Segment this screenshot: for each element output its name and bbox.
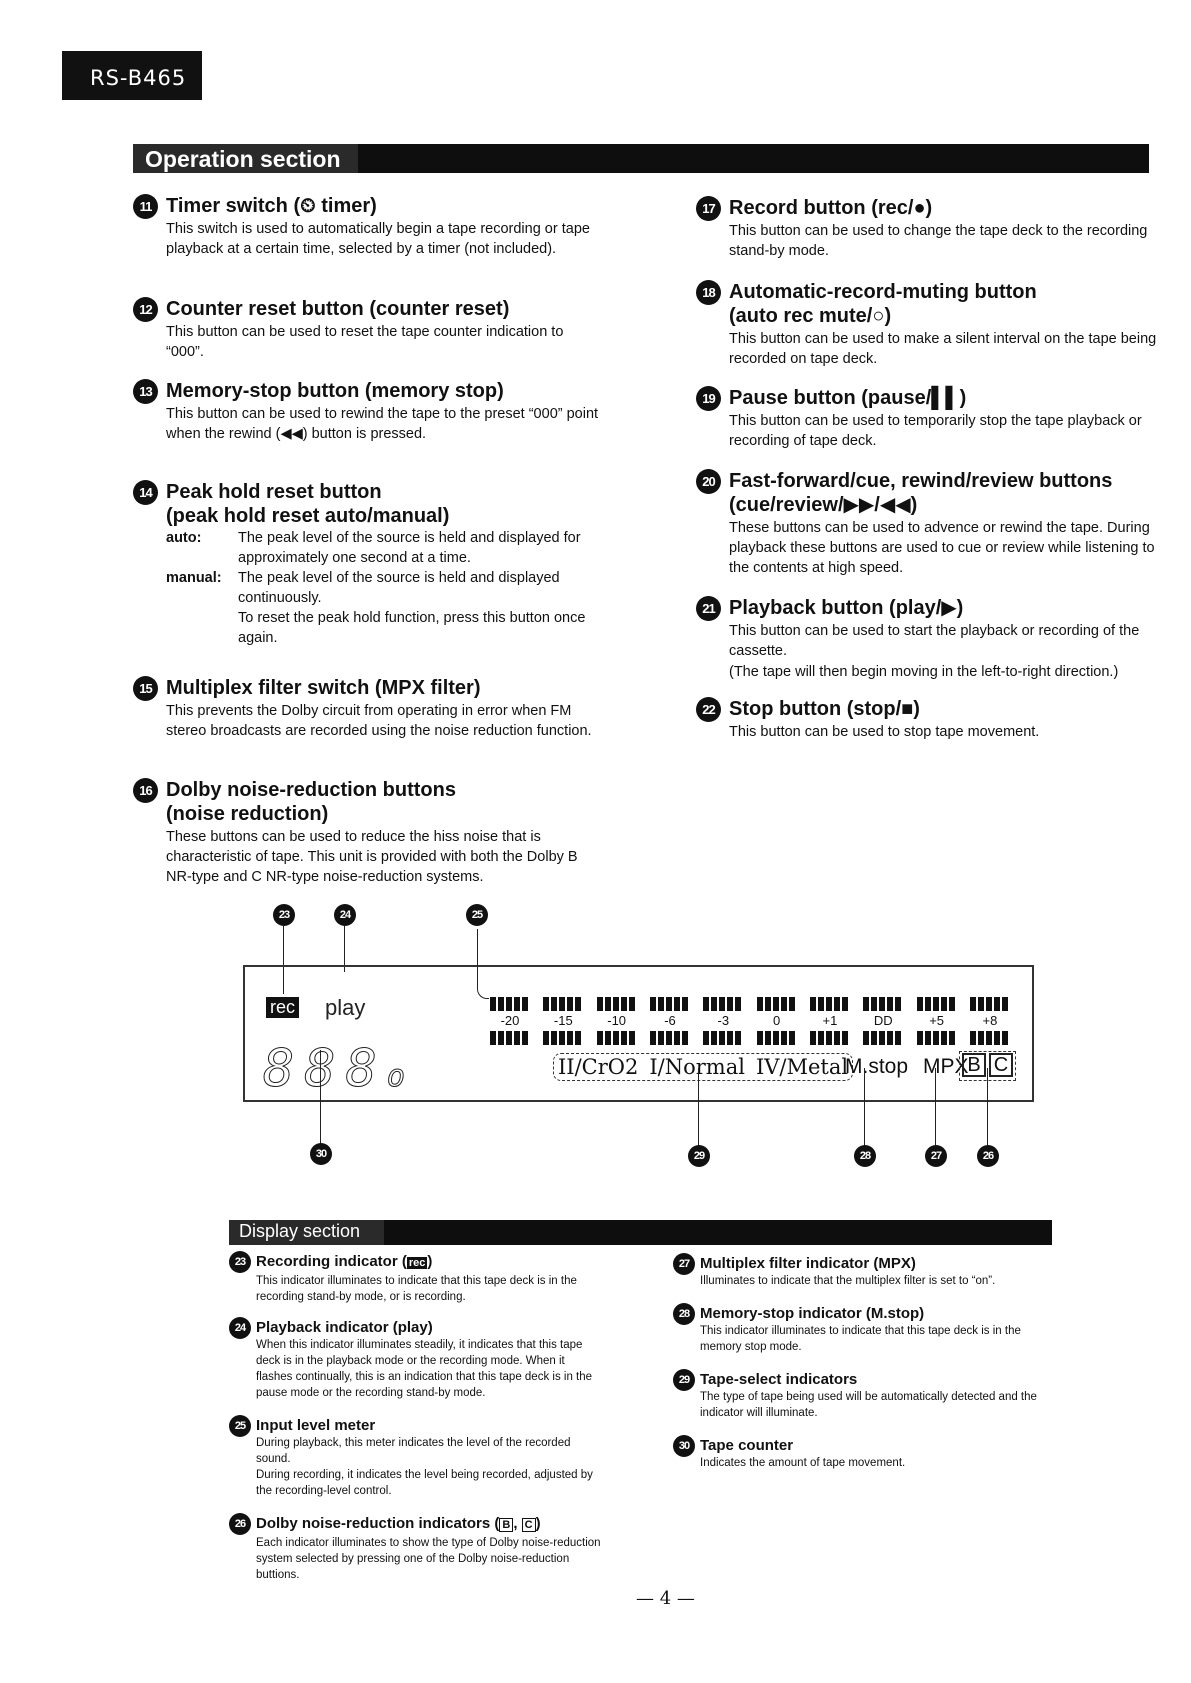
item-title-line2: (auto rec mute/○)	[729, 305, 892, 327]
item-title-line2: (noise reduction)	[166, 803, 329, 825]
callout-24: 24	[334, 904, 356, 926]
meter-segment	[703, 1031, 743, 1045]
item-title: Automatic-record-muting button	[729, 281, 1037, 303]
dolby-logo-tick: DD	[873, 1013, 893, 1028]
number-badge: 13	[133, 379, 158, 404]
meter-segment	[650, 997, 690, 1011]
item-14	[133, 480, 603, 648]
item-body: These buttons can be used to reduce the hiss noise that is characteristic of tape. This unit is provided with both the Dolby B NR-type and C NR-type noise-reduction systems.	[166, 829, 578, 885]
mode-definitions	[133, 528, 603, 648]
item-body: When this indicator illuminates steadily, it indicates that this tape deck is in the playback mode or the recording mode. When it flashes continually, this is an indication that this tape deck is in the pause mode or the recording stand-by mode.	[256, 1339, 593, 1399]
leader-line	[698, 1068, 699, 1154]
meter-bars-top	[490, 997, 1010, 1011]
item-22	[696, 697, 1166, 742]
item-title: Timer switch (⏲ timer)	[166, 195, 377, 217]
meter-tick: -20	[500, 1013, 520, 1028]
meter-tick: -6	[664, 1013, 676, 1028]
item-title: Multiplex filter switch (MPX filter)	[166, 677, 481, 699]
item-title: Tape counter	[700, 1437, 794, 1454]
number-badge: 27	[673, 1253, 695, 1275]
item-title: Peak hold reset button	[166, 481, 382, 503]
number-badge: 25	[229, 1415, 251, 1437]
callout-29: 29	[688, 1145, 710, 1167]
item-body: This indicator illuminates to indicate that this tape deck is in the recording stand-by mode, or is recording.	[256, 1275, 577, 1303]
rec-indicator-icon: rec	[408, 1257, 426, 1269]
item-title: Input level meter	[256, 1417, 376, 1434]
display-item-23	[229, 1252, 601, 1305]
display-item-29	[673, 1370, 1063, 1421]
item-body-2: During recording, it indicates the level being recorded, adjusted by the recording-level control.	[256, 1469, 593, 1497]
desc-manual-reset: To reset the peak hold function, press this button once again.	[238, 610, 586, 646]
meter-segment	[543, 1031, 583, 1045]
tape-type-normal: I/Normal	[649, 1055, 745, 1079]
display-item-26: 26 Dolby noise-reduction indicators ( B , C ) Each indicator illuminates to show the type of Dolby noise-reduction system selected by pressing one of the Dolby noise-reduction buttions.	[229, 1514, 601, 1583]
mstop-indicator: M.stop	[845, 1055, 909, 1078]
item-title: Record button (rec/●)	[729, 197, 933, 219]
item-body: This button can be used to change the tape deck to the recording stand-by mode.	[729, 223, 1148, 259]
item-body: This button can be used to start the playback or recording of the cassette.	[729, 623, 1140, 659]
meter-segment	[757, 997, 797, 1011]
meter-segment	[810, 1031, 850, 1045]
number-badge: 22	[696, 697, 721, 722]
counter-suffix: o	[386, 1059, 415, 1094]
meter-segment	[490, 997, 530, 1011]
item-body: This indicator illuminates to indicate that this tape deck is in the memory stop mode.	[700, 1325, 1021, 1353]
meter-tick: -10	[607, 1013, 627, 1028]
meter-segment	[863, 997, 903, 1011]
model-tag: RS-B465	[62, 51, 202, 100]
rec-indicator: rec	[266, 997, 299, 1018]
meter-segment	[490, 1031, 530, 1045]
display-item-27	[673, 1254, 1063, 1289]
item-title: Stop button (stop/■)	[729, 698, 920, 720]
number-badge: 28	[673, 1303, 695, 1325]
meter-segment	[917, 997, 957, 1011]
item-title: Playback indicator (play)	[256, 1319, 433, 1336]
meter-segment	[650, 1031, 690, 1045]
callout-23: 23	[273, 904, 295, 926]
item-title: Dolby noise-reduction indicators (	[256, 1515, 500, 1532]
callout-28: 28	[854, 1145, 876, 1167]
meter-segment	[543, 997, 583, 1011]
item-title: Counter reset button (counter reset)	[166, 298, 510, 320]
meter-tick: +5	[929, 1013, 945, 1028]
number-badge: 12	[133, 297, 158, 322]
number-badge: 24	[229, 1317, 251, 1339]
meter-bars-bottom	[490, 1031, 1010, 1045]
item-title: Fast-forward/cue, rewind/review buttons	[729, 470, 1113, 492]
tape-select-indicators	[553, 1053, 853, 1081]
number-badge: 23	[229, 1251, 251, 1273]
tape-type-crO2: II/CrO2	[558, 1055, 639, 1079]
number-badge: 26	[229, 1513, 251, 1535]
item-body-note: (The tape will then begin moving in the left-to-right direction.)	[729, 664, 1119, 680]
meter-segment	[970, 997, 1010, 1011]
item-body: Indicates the amount of tape movement.	[700, 1457, 906, 1469]
input-level-meter	[490, 997, 1010, 1045]
leader-line	[987, 1068, 988, 1154]
desc-auto: The peak level of the source is held and displayed for approximately one second at a time.	[238, 530, 581, 566]
item-title-line2: (peak hold reset auto/manual)	[166, 505, 450, 527]
callout-26: 26	[977, 1145, 999, 1167]
play-indicator: play	[325, 995, 366, 1020]
meter-bracket	[477, 929, 489, 999]
item-title: Tape-select indicators	[700, 1371, 858, 1388]
meter-tick: +1	[822, 1013, 838, 1028]
page-number: — 4 —	[636, 1588, 695, 1609]
meter-segment	[703, 997, 743, 1011]
meter-segment	[810, 997, 850, 1011]
callout-25: 25	[466, 904, 488, 926]
number-badge: 14	[133, 480, 158, 505]
leader-line	[935, 1068, 936, 1154]
desc-manual: The peak level of the source is held and displayed continuously.	[238, 570, 560, 606]
number-badge: 11	[133, 194, 158, 219]
item-21	[696, 596, 1166, 682]
number-badge: 19	[696, 386, 721, 411]
item-17	[696, 196, 1166, 261]
meter-segment	[597, 1031, 637, 1045]
mpx-indicator: MPX	[923, 1055, 969, 1078]
number-badge: 16	[133, 778, 158, 803]
display-item-28	[673, 1304, 1063, 1355]
item-body: The type of tape being used will be automatically detected and the indicator will illuminate.	[700, 1391, 1037, 1419]
item-13	[133, 379, 603, 444]
item-body: This button can be used to temporarily stop the tape playback or recording of tape deck.	[729, 413, 1142, 449]
item-body: This switch is used to automatically begin a tape recording or tape playback at a certain time, selected by a timer (not included).	[166, 221, 590, 257]
nr-b-indicator: B	[962, 1053, 986, 1077]
item-body: This button can be used to make a silent interval on the tape being recorded on tape deck.	[729, 331, 1157, 367]
display-section-header	[229, 1220, 1052, 1245]
meter-segment	[863, 1031, 903, 1045]
item-title-end: )	[535, 1515, 541, 1532]
tape-type-metal: IV/Metal	[755, 1055, 849, 1079]
leader-line	[320, 1050, 321, 1152]
item-body: This button can be used to stop tape movement.	[729, 724, 1040, 740]
term-auto: auto:	[166, 530, 202, 546]
item-body: This button can be used to rewind the tape to the preset “000” point when the rewind (◀◀) button is pressed.	[166, 406, 599, 442]
leader-line	[864, 1068, 865, 1154]
item-19	[696, 386, 1166, 451]
item-body: Each indicator illuminates to show the type of Dolby noise-reduction system selected by pressing one of the Dolby noise-reduction buttions.	[256, 1537, 601, 1581]
item-body: These buttons can be used to advence or rewind the tape. During playback these buttons are used to cue or review while listening to the contents at high speed.	[729, 520, 1155, 576]
item-title: Memory-stop indicator (M.stop)	[700, 1305, 925, 1322]
number-badge: 20	[696, 469, 721, 494]
meter-segment	[597, 997, 637, 1011]
meter-tick: -15	[553, 1013, 573, 1028]
item-title: Multiplex filter indicator (MPX)	[700, 1255, 916, 1272]
number-badge: 21	[696, 596, 721, 621]
meter-segment	[757, 1031, 797, 1045]
number-badge: 30	[673, 1435, 695, 1457]
number-badge: 29	[673, 1369, 695, 1391]
item-16	[133, 778, 603, 887]
item-title-end: )	[427, 1253, 433, 1270]
item-title: Memory-stop button (memory stop)	[166, 380, 504, 402]
display-section-title: Display section	[229, 1220, 384, 1245]
callout-27: 27	[925, 1145, 947, 1167]
item-18	[696, 280, 1166, 369]
meter-segment	[917, 1031, 957, 1045]
item-body: This prevents the Dolby circuit from operating in error when FM stereo broadcasts are recorded using the noise reduction function.	[166, 703, 592, 739]
item-body: This button can be used to reset the tape counter indication to “000”.	[166, 324, 564, 360]
number-badge: 18	[696, 280, 721, 305]
number-badge: 17	[696, 196, 721, 221]
number-badge: 15	[133, 676, 158, 701]
item-title: Recording indicator (	[256, 1253, 407, 1270]
display-item-25	[229, 1416, 601, 1499]
nr-c-icon: C	[522, 1518, 536, 1532]
item-12	[133, 297, 603, 362]
display-item-24	[229, 1318, 601, 1401]
item-title: Playback button (play/▶)	[729, 597, 964, 619]
nr-c-indicator: C	[989, 1053, 1013, 1077]
meter-tick: -3	[717, 1013, 730, 1028]
item-body: During playback, this meter indicates the level of the recorded sound.	[256, 1437, 571, 1465]
operation-section-title: Operation section	[133, 144, 358, 173]
meter-segment	[970, 1031, 1010, 1045]
item-15	[133, 676, 603, 741]
tape-counter-display	[263, 1039, 415, 1099]
counter-digits: 888	[263, 1039, 387, 1099]
display-item-30	[673, 1436, 1063, 1471]
meter-tick: 0	[773, 1013, 781, 1028]
item-11	[133, 194, 603, 259]
display-panel	[243, 965, 1034, 1102]
operation-section-header	[133, 144, 1149, 173]
meter-scale	[490, 1012, 1010, 1030]
item-title: Dolby noise-reduction buttons	[166, 779, 456, 801]
callout-30: 30	[310, 1143, 332, 1165]
nr-b-icon: B	[499, 1518, 513, 1532]
term-manual: manual:	[166, 570, 222, 586]
meter-tick: +8	[982, 1013, 998, 1028]
item-title: Pause button (pause/▌▌)	[729, 387, 967, 409]
item-title-line2: (cue/review/▶▶/◀◀)	[729, 494, 918, 516]
item-20	[696, 469, 1166, 578]
item-body: Illuminates to indicate that the multiplex filter is set to “on”.	[700, 1275, 996, 1287]
